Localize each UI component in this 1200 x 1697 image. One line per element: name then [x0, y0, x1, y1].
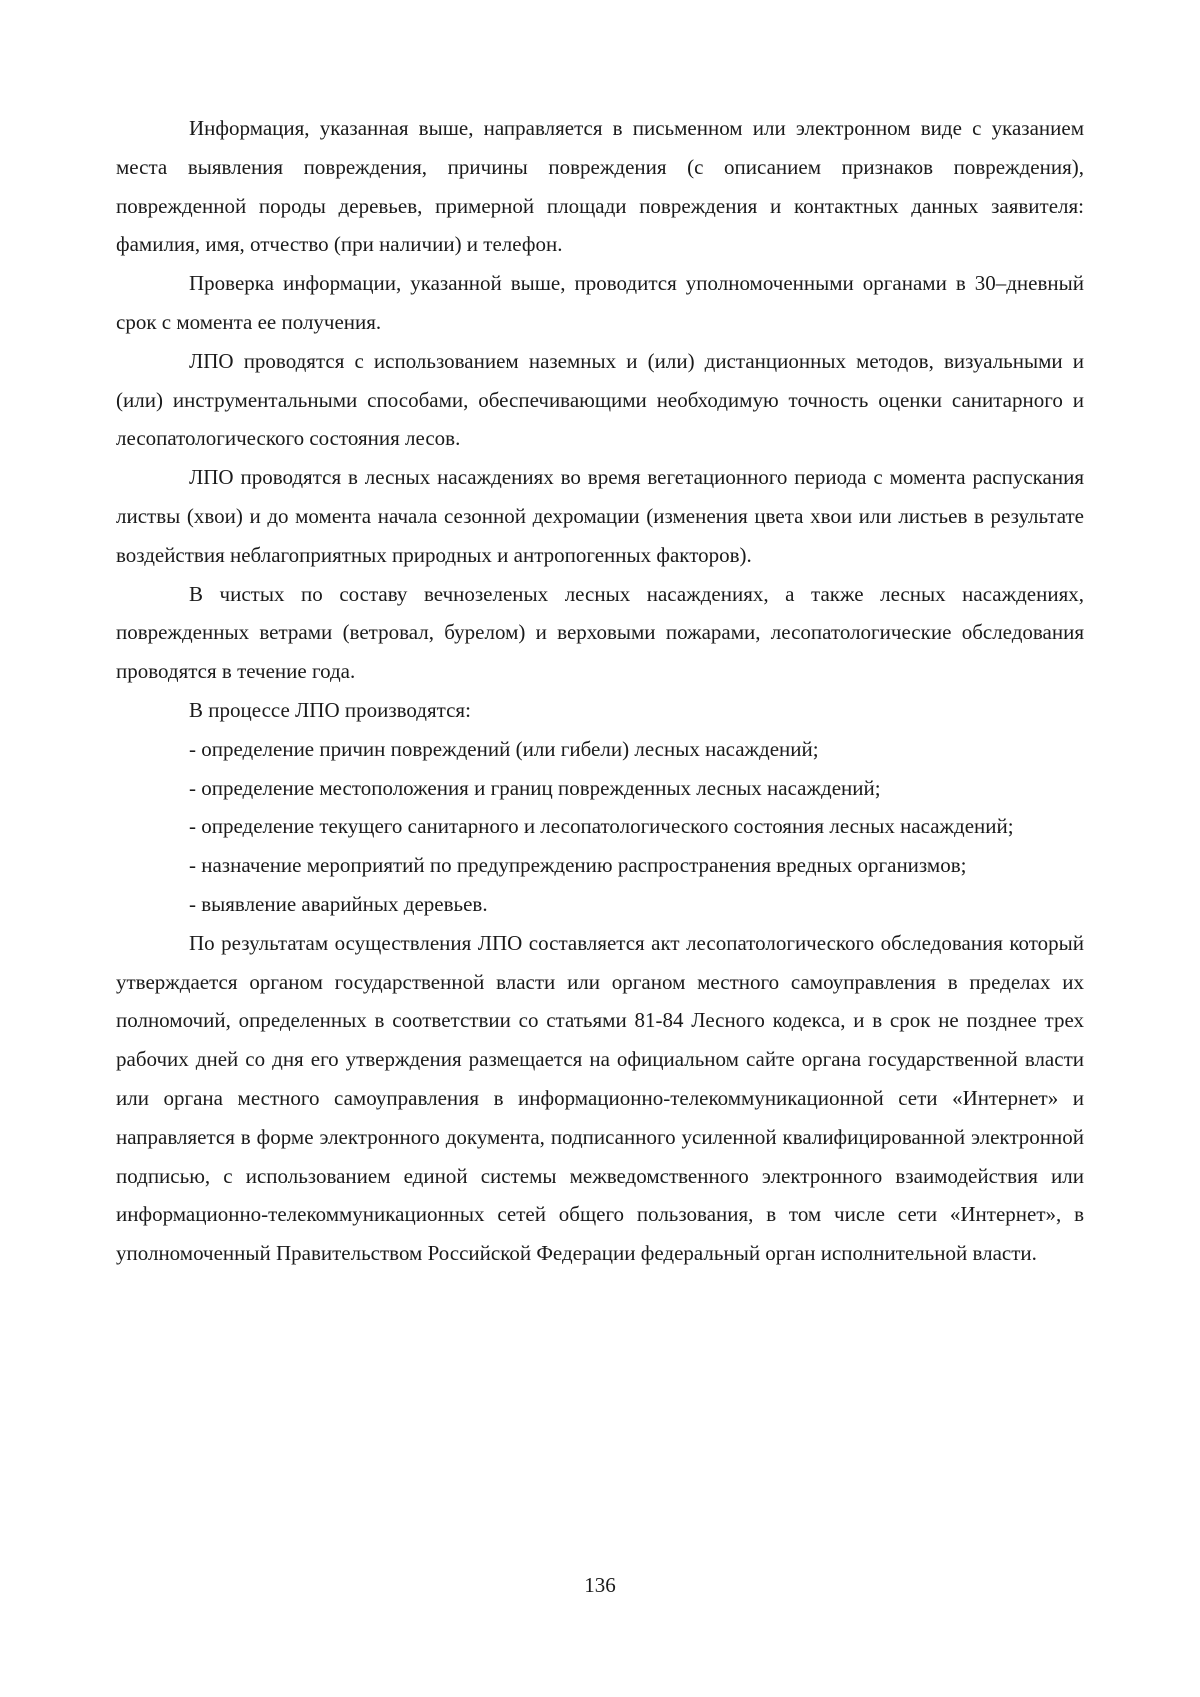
paragraph-info-verification: Проверка информации, указанной выше, проводится уполномоченными органами в 30–дневный срок с момента ее получения. [116, 271, 1084, 334]
paragraph-info-submission: Информация, указанная выше, направляется в письменном или электронном виде с указанием места выявления повреждения, причины повреждения (с описанием признаков повреждения), поврежденной породы деревьев, примерной площади повреждения и контактных данных заявителя: фамилия, имя, отчество (при наличии) и телефон. [116, 116, 1084, 257]
paragraph-evergreen-stands: В чистых по составу вечнозеленых лесных насаждениях, а также лесных насаждениях, поврежденных ветрами (ветровал, бурелом) и верховыми пожарами, лесопатологические обследования проводятся в течение года. [116, 581, 1084, 684]
document-body [116, 109, 1084, 1273]
paragraph-lpo-methods: ЛПО проводятся с использованием наземных и (или) дистанционных методов, визуальными и (или) инструментальными способами, обеспечивающими необходимую точность оценки санитарного и лесопатологического состояния лесов. [116, 348, 1084, 451]
list-item: - определение текущего санитарного и лесопатологического состояния лесных насаждений; [189, 814, 1014, 839]
list-item: - выявление аварийных деревьев. [189, 891, 488, 916]
list-item: - определение причин повреждений (или гибели) лесных насаждений; [189, 736, 819, 761]
list-item: - определение местоположения и границ поврежденных лесных насаждений; [189, 775, 881, 800]
paragraph-lpo-act: По результатам осуществления ЛПО составляется акт лесопатологического обследования который утверждается органом государственной власти или органом местного самоуправления в пределах их полномочий, определенных в соответствии со статьями 81-84 Лесного кодекса, и в срок не позднее трех рабочих дней со дня его утверждения размещается на официальном сайте органа государственной власти или органа местного самоуправления в информационно-телекоммуникационной сети «Интернет» и направляется в форме электронного документа, подписанного усиленной квалифицированной электронной подписью, с использованием единой системы межведомственного электронного взаимодействия или информационно-телекоммуникационных сетей общего пользования, в том числе сети «Интернет», в уполномоченный Правительством Российской Федерации федеральный орган исполнительной власти. [116, 930, 1084, 1266]
paragraph-lpo-period: ЛПО проводятся в лесных насаждениях во время вегетационного периода с момента распускания листвы (хвои) и до момента начала сезонной дехромации (изменения цвета хвои или листьев в результате воздействия неблагоприятных природных и антропогенных факторов). [116, 465, 1084, 567]
paragraph-lpo-tasks-intro: В процессе ЛПО производятся: [189, 697, 471, 722]
page-number: 136 [584, 1573, 616, 1597]
list-item: - назначение мероприятий по предупреждению распространения вредных организмов; [189, 853, 967, 878]
